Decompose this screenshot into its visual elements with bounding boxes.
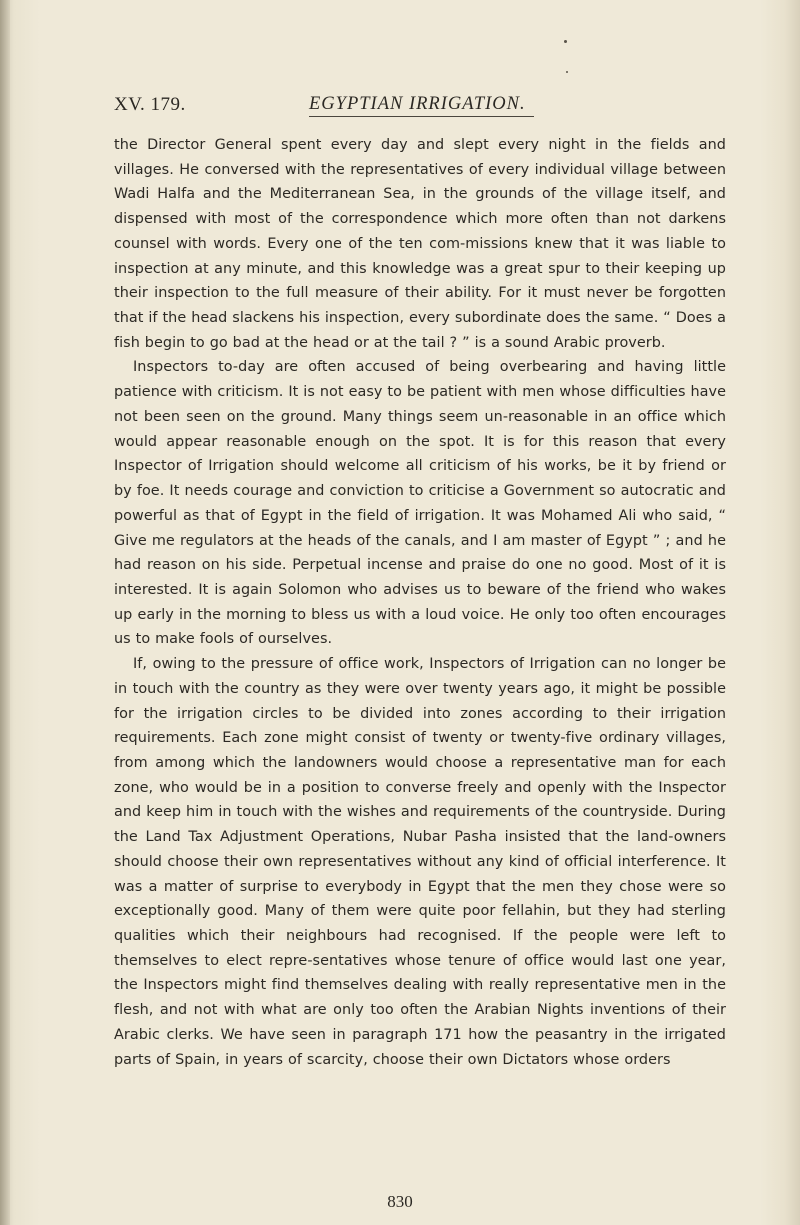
paper-speck xyxy=(564,40,567,43)
page-number: 830 xyxy=(387,1192,413,1211)
running-title: EGYPTIAN IRRIGATION. xyxy=(309,94,526,114)
paragraph: If, owing to the pressure of office work, Inspectors of Irrigation can no longer be in touch with the country as they were over twenty years ago, it might be possible for the irrigation circles to be divided into zones according to their irrigation requirements. Each zone might consist of twenty or twenty-five ordinary villages, from among which the landowners would choose a representative man for each zone, who would be in a position to converse freely and openly with the Inspector and keep him in touch with the wishes and requirements of the countryside. During the Land Tax Adjustment Operations, Nubar Pasha insisted that the land-owners should choose their own representatives without any kind of official interference. It was a matter of surprise to everybody in Egypt that the men they chose were so exceptionally good. Many of them were quite poor fellahin, but they had sterling qualities which their neighbours had recognised. If the people were left to themselves to elect repre-sentatives whose tenure of office would last one year, the Inspectors might find themselves dealing with really representative men in the flesh, and not with what are only too often the Arabian Nights inventions of their Arabic clerks. We have seen in paragraph 171 how the peasantry in the irrigated parts of Spain, in years of scarcity, choose their own Dictators whose orders xyxy=(114,656,726,1068)
paragraph: Inspectors to-day are often accused of being overbearing and having little patience with criticism. It is not easy to be patient with men whose difficulties have not been seen on the ground. Many things seem un-reasonable in an office which would appear reasonable enough on the spot. It is for this reason that every Inspector of Irrigation should welcome all criticism of his works, be it by friend or by foe. It needs courage and conviction to criticise a Government so autocratic and powerful as that of Egypt in the field of irrigation. It was Mohamed Ali who said, “ Give me regulators at the heads of the canals, and I am master of Egypt ” ; and he had reason on his side. Perpetual incense and praise do one no good. Most of it is interested. It is again Solomon who advises us to beware of the friend who wakes up early in the morning to bless us with a loud voice. He only too often encourages us to make fools of ourselves. xyxy=(114,359,726,648)
section-number: XV. 179. xyxy=(114,94,186,115)
paragraph: the Director General spent every day and slept every night in the fields and villages. He conversed with the representatives of every individual village between Wadi Halfa and the Mediterranean Sea, in the grounds of the village itself, and dispensed with most of the correspondence which more often than not darkens counsel with words. Every one of the ten com-missions knew that it was liable to inspection at any minute, and this knowledge was a great spur to their keeping up their inspection to the full measure of their ability. For it must never be forgotten that if the head slackens his inspection, every subordinate does the same. “ Does a fish begin to go bad at the head or at the tail ? ” is a sound Arabic proverb. xyxy=(114,137,726,351)
page-binding-edge xyxy=(0,0,10,1225)
body-text xyxy=(114,133,726,1072)
paper-speck xyxy=(566,71,568,73)
running-header xyxy=(114,94,674,124)
